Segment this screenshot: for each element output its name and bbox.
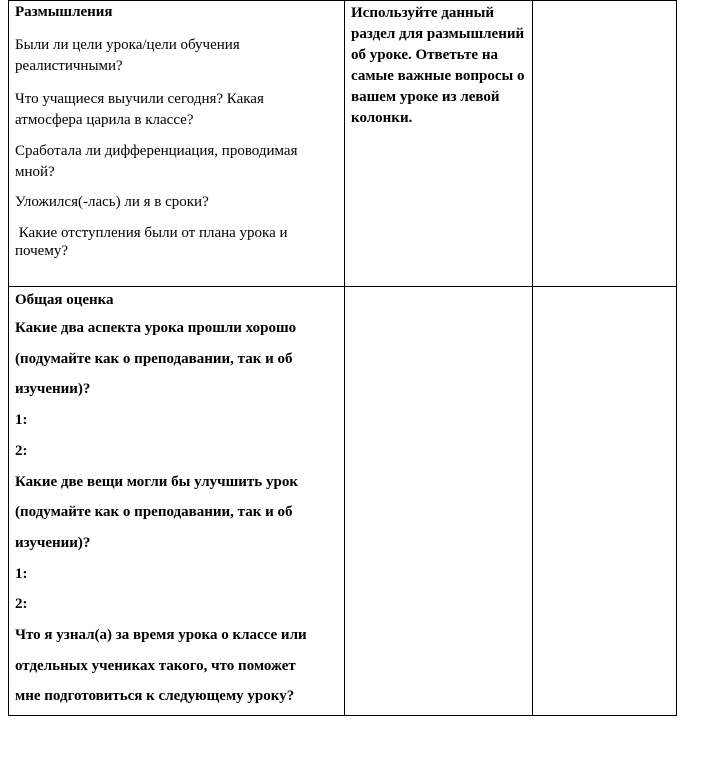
reflection-question: Сработала ли дифференциация, проводимая мной? — [15, 143, 298, 180]
reflection-question: Были ли цели урока/цели обучения реалистичными? — [15, 37, 240, 74]
reflection-row — [9, 1, 677, 287]
reflection-instruction: Используйте данный раздел для размышлений об уроке. Ответьте на самые важные вопросы о вашем уроке из левой колонки. — [351, 5, 525, 126]
summary-heading: Общая оценка — [15, 292, 114, 308]
reflection-question: Уложился(-лась) ли я в сроки? — [15, 194, 209, 210]
summary-line: 2: — [15, 596, 28, 613]
summary-line: отдельных учениках такого, что поможет — [15, 657, 296, 674]
reflection-questions-cell — [9, 1, 345, 287]
summary-line: 2: — [15, 442, 28, 459]
summary-line: изучении)? — [15, 381, 91, 398]
summary-line: изучении)? — [15, 534, 91, 551]
summary-notes-cell[interactable] — [533, 287, 677, 716]
summary-line: (подумайте как о преподавании, так и об — [15, 350, 293, 367]
summary-line: (подумайте как о преподавании, так и об — [15, 504, 293, 521]
reflection-question: Что учащиеся выучили сегодня? Какая атмосфера царила в классе? — [15, 91, 264, 128]
summary-line: Какие два аспекта урока прошли хорошо — [15, 320, 297, 336]
reflection-heading: Размышления — [15, 4, 113, 20]
lesson-reflection-table — [8, 0, 677, 716]
summary-middle-cell[interactable] — [345, 287, 533, 716]
reflection-question: Какие отступления были от плана урока и почему? — [15, 225, 292, 259]
summary-line: мне подготовиться к следующему уроку? — [15, 688, 295, 705]
summary-line: Какие две вещи могли бы улучшить урок — [15, 473, 298, 490]
reflection-notes-cell[interactable] — [533, 1, 677, 287]
reflection-instruction-cell — [345, 1, 533, 287]
summary-line: 1: — [15, 412, 28, 429]
summary-line: 1: — [15, 565, 28, 582]
summary-row — [9, 287, 677, 716]
summary-questions-cell — [9, 287, 345, 716]
summary-line: Что я узнал(а) за время урока о классе или — [15, 627, 307, 644]
